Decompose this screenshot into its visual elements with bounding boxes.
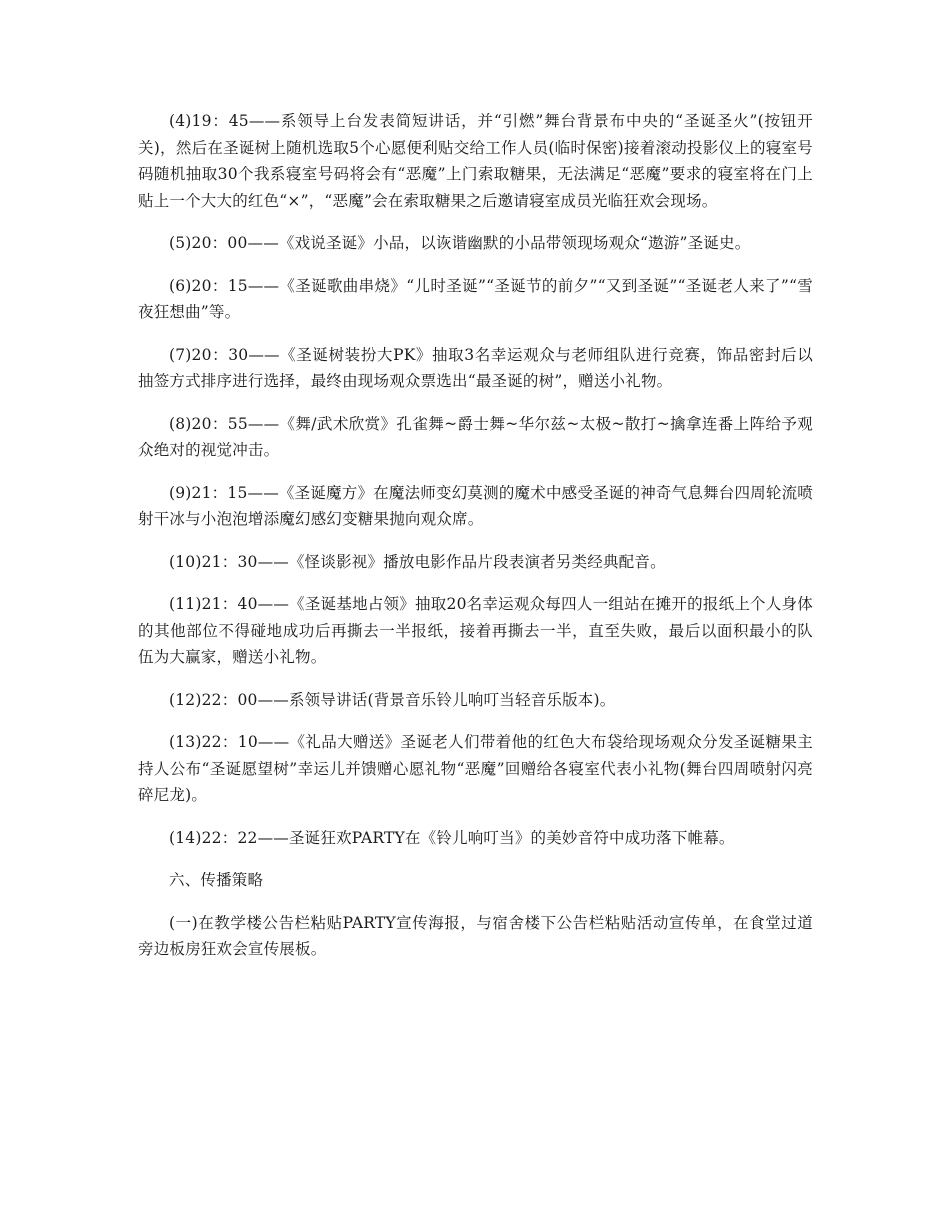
program-item-7: (7)20：30——《圣诞树装扮大PK》抽取3名幸运观众与老师组队进行竞赛，饰品密封后以抽签方式排序进行选择，最终由现场观众票选出“最圣诞的树”，赠送小礼物。 [138, 345, 813, 390]
program-item-9: (9)21：15——《圣诞魔方》在魔法师变幻莫测的魔术中感受圣诞的神奇气息舞台四周轮流喷射干冰与小泡泡增添魔幻感幻变糖果抛向观众席。 [138, 483, 813, 528]
section-heading-communication-strategy: 六、传播策略 [169, 871, 264, 889]
program-item-4: (4)19：45——系领导上台发表简短讲话，并“引燃”舞台背景布中央的“圣诞圣火”(按钮开关)，然后在圣诞树上随机选取5个心愿便利贴交给工作人员(临时保密)接着滚动投影仪上的寝室号码随机抽取30个我系寝室号码将会有“恶魔”上门索取糖果，无法满足“恶魔”要求的寝室将在门上贴上一个大大的红色“×”，“恶魔”会在索取糖果之后邀请寝室成员光临狂欢会现场。 [138, 112, 813, 210]
program-item-14: (14)22：22——圣诞狂欢PARTY在《铃儿响叮当》的美妙音符中成功落下帷幕。 [169, 828, 735, 847]
strategy-item-1: (一)在教学楼公告栏粘贴PARTY宣传海报，与宿舍楼下公告栏粘贴活动宣传单，在食堂过道旁边板房狂欢会宣传展板。 [138, 913, 813, 958]
program-item-11: (11)21：40——《圣诞基地占领》抽取20名幸运观众每四人一组站在摊开的报纸上个人身体的其他部位不得碰地成功后再撕去一半报纸，接着再撕去一半，直至失败，最后以面积最小的队伍为大赢家，赠送小礼物。 [138, 595, 813, 666]
program-item-10: (10)21：30——《怪谈影视》播放电影作品片段表演者另类经典配音。 [169, 552, 666, 571]
program-item-12: (12)22：00——系领导讲话(背景音乐铃儿响叮当轻音乐版本)。 [169, 690, 616, 709]
program-item-13: (13)22：10——《礼品大赠送》圣诞老人们带着他的红色大布袋给现场观众分发圣诞糖果主持人公布“圣诞愿望树”幸运儿并馈赠心愿礼物“恶魔”回赠给各寝室代表小礼物(舞台四周喷射闪亮碎尼龙)。 [138, 733, 813, 804]
program-item-8: (8)20：55——《舞/武术欣赏》孔雀舞~爵士舞~华尔兹~太极~散打~擒拿连番上阵给予观众绝对的视觉冲击。 [138, 414, 813, 459]
document-page [138, 108, 813, 979]
program-item-5: (5)20：00——《戏说圣诞》小品，以诙谐幽默的小品带领现场观众“遨游”圣诞史。 [169, 234, 751, 252]
program-item-6: (6)20：15——《圣诞歌曲串烧》“儿时圣诞”“圣诞节的前夕”“又到圣诞”“圣诞老人来了”“雪夜狂想曲”等。 [138, 276, 813, 321]
